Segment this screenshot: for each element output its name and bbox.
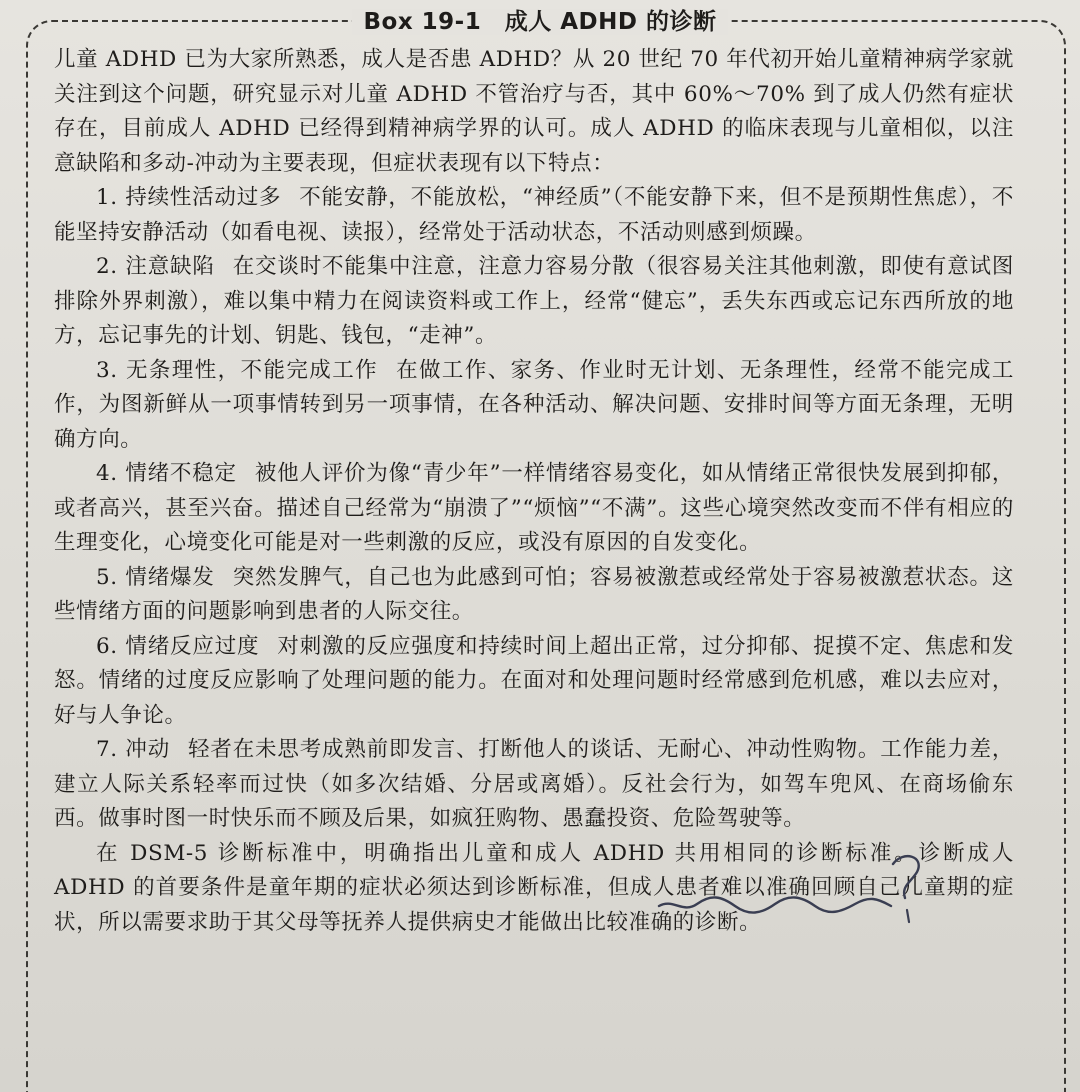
box-content	[54, 43, 1014, 940]
item-3-heading: 3. 无条理性，不能完成工作	[96, 357, 379, 383]
item-1-text: 不能安静，不能放松，“神经质”（不能安静下来，但不是预期性焦虑），不能坚持安静活动（如看电视、读报），经常处于活动状态，不活动则感到烦躁。	[54, 185, 1014, 245]
item-2-heading: 2. 注意缺陷	[96, 254, 215, 279]
item-3	[54, 354, 1014, 458]
item-7-heading: 7. 冲动	[96, 737, 171, 762]
item-5-heading: 5. 情绪爆发	[96, 564, 215, 590]
item-6-text: 对刺激的反应强度和持续时间上超出正常，过分抑郁、捉摸不定、焦虑和发怒。情绪的过度反应影响了处理问题的能力。在面对和处理问题时经常感到危机感，难以去应对，好与人争论。	[54, 633, 1014, 728]
box-title	[0, 8, 1080, 36]
item-4	[54, 457, 1014, 561]
item-5-text: 突然发脾气，自己也为此感到可怕；容易被激惹或经常处于容易被激惹状态。这些情绪方面的问题影响到患者的人际交往。	[54, 564, 1014, 624]
item-6-heading: 6. 情绪反应过度	[96, 633, 260, 659]
item-5	[54, 561, 1014, 630]
box-title-text: Box 19-1 成人 ADHD 的诊断	[352, 9, 729, 35]
closing-paragraph: 在 DSM-5 诊断标准中，明确指出儿童和成人 ADHD 共用相同的诊断标准。诊断成人 ADHD 的首要条件是童年期的症状必须达到诊断标准，但成人患者难以准确回顾自己儿童期的症状，所以需要求助于其父母等抚养人提供病史才能做出比较准确的诊断。	[54, 840, 1014, 935]
intro-paragraph: 儿童 ADHD 已为大家所熟悉，成人是否患 ADHD？从 20 世纪 70 年代初开始儿童精神病学家就关注到这个问题，研究显示对儿童 ADHD 不管治疗与否，其中 60%～70% 到了成人仍然有症状存在，目前成人 ADHD 已经得到精神病学界的认可。成人 ADHD 的临床表现与儿童相似，以注意缺陷和多动-冲动为主要表现，但症状表现有以下特点：	[54, 47, 1014, 176]
item-7	[54, 733, 1014, 837]
item-3-text: 在做工作、家务、作业时无计划、无条理性，经常不能完成工作，为图新鲜从一项事情转到另一项事情，在各种活动、解决问题、安排时间等方面无条理，无明确方向。	[54, 357, 1015, 452]
item-6	[54, 630, 1014, 734]
item-4-text: 被他人评价为像“青少年”一样情绪容易变化，如从情绪正常很快发展到抑郁，或者高兴，甚至兴奋。描述自己经常为“崩溃了”“烦恼”“不满”。这些心境突然改变而不伴有相应的生理变化，心境变化可能是对一些刺激的反应，或没有原因的自发变化。	[54, 461, 1014, 555]
item-1-heading: 1. 持续性活动过多	[96, 185, 282, 210]
item-1	[54, 181, 1014, 250]
item-2-text: 在交谈时不能集中注意，注意力容易分散（很容易关注其他刺激，即使有意试图排除外界刺激），难以集中精力在阅读资料或工作上，经常“健忘”，丢失东西或忘记东西所放的地方，忘记事先的计划、钥匙、钱包，“走神”。	[54, 254, 1014, 348]
item-7-text: 轻者在未思考成熟前即发言、打断他人的谈话、无耐心、冲动性购物。工作能力差，建立人际关系轻率而过快（如多次结婚、分居或离婚）。反社会行为，如驾车兜风、在商场偷东西。做事时图一时快乐而不顾及后果，如疯狂购物、愚蠢投资、危险驾驶等。	[54, 737, 1014, 831]
item-4-heading: 4. 情绪不稳定	[96, 461, 237, 486]
item-2	[54, 250, 1014, 354]
